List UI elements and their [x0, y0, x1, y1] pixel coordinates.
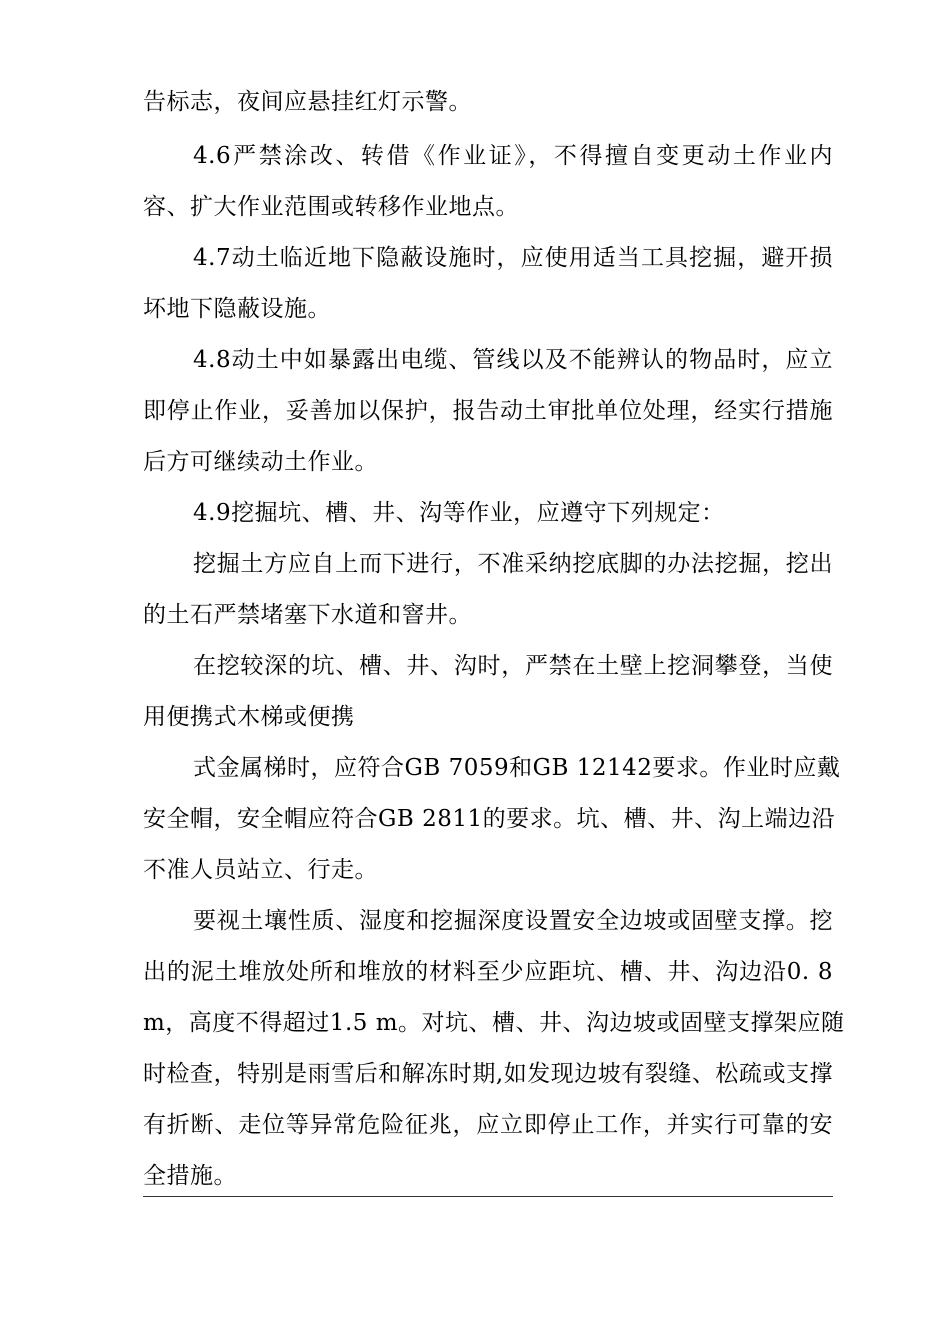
- text-line: 要视土壤性质、湿度和挖掘深度设置安全边坡或固壁支撑。挖: [193, 908, 833, 934]
- text-line: 告标志，夜间应悬挂红灯示警。: [143, 89, 472, 115]
- text-line: 出的泥土堆放处所和堆放的材料至少应距坑、槽、井、沟边沿0. 8: [143, 959, 833, 985]
- text-line: 容、扩大作业范围或转移作业地点。: [143, 194, 519, 220]
- text-line: m，高度不得超过1.5 m。对坑、槽、井、沟边坡或固壁支撑架应随: [143, 1010, 845, 1036]
- text-line: 式金属梯时，应符合GB 7059和GB 12142要求。作业时应戴: [193, 755, 841, 781]
- text-line: 不准人员站立、行走。: [143, 857, 378, 883]
- text-line: 时检查，特别是雨雪后和解冻时期,如发现边坡有裂缝、松疏或支撑: [143, 1061, 833, 1087]
- text-line: 即停止作业，妥善加以保护，报告动土审批单位处理，经实行措施: [143, 398, 833, 424]
- text-line: 全措施。: [143, 1163, 237, 1189]
- text-line: 用便携式木梯或便携: [143, 704, 355, 730]
- text-line: 有折断、走位等异常危险征兆，应立即停止工作，并实行可靠的安: [143, 1112, 833, 1138]
- text-line: 坏地下隐蔽设施。: [143, 296, 331, 322]
- text-line: 在挖较深的坑、槽、井、沟时，严禁在土壁上挖洞攀登，当使: [193, 653, 833, 679]
- text-line: 4.6严禁涂改、转借《作业证》，不得擅自变更动土作业内: [193, 143, 833, 169]
- text-line: 后方可继续动土作业。: [143, 449, 378, 475]
- text-line: 的土石严禁堵塞下水道和窨井。: [143, 602, 472, 628]
- text-line: 4.9挖掘坑、槽、井、沟等作业，应遵守下列规定：: [193, 500, 725, 526]
- text-line: 4.7动土临近地下隐蔽设施时，应使用适当工具挖掘，避开损: [193, 245, 833, 271]
- footer-divider: [143, 1196, 833, 1197]
- text-line: 4.8动土中如暴露出电缆、管线以及不能辨认的物品时，应立: [193, 347, 833, 373]
- text-line: 安全帽，安全帽应符合GB 2811的要求。坑、槽、井、沟上端边沿: [143, 806, 836, 832]
- text-line: 挖掘土方应自上而下进行，不准采纳挖底脚的办法挖掘，挖出: [193, 551, 833, 577]
